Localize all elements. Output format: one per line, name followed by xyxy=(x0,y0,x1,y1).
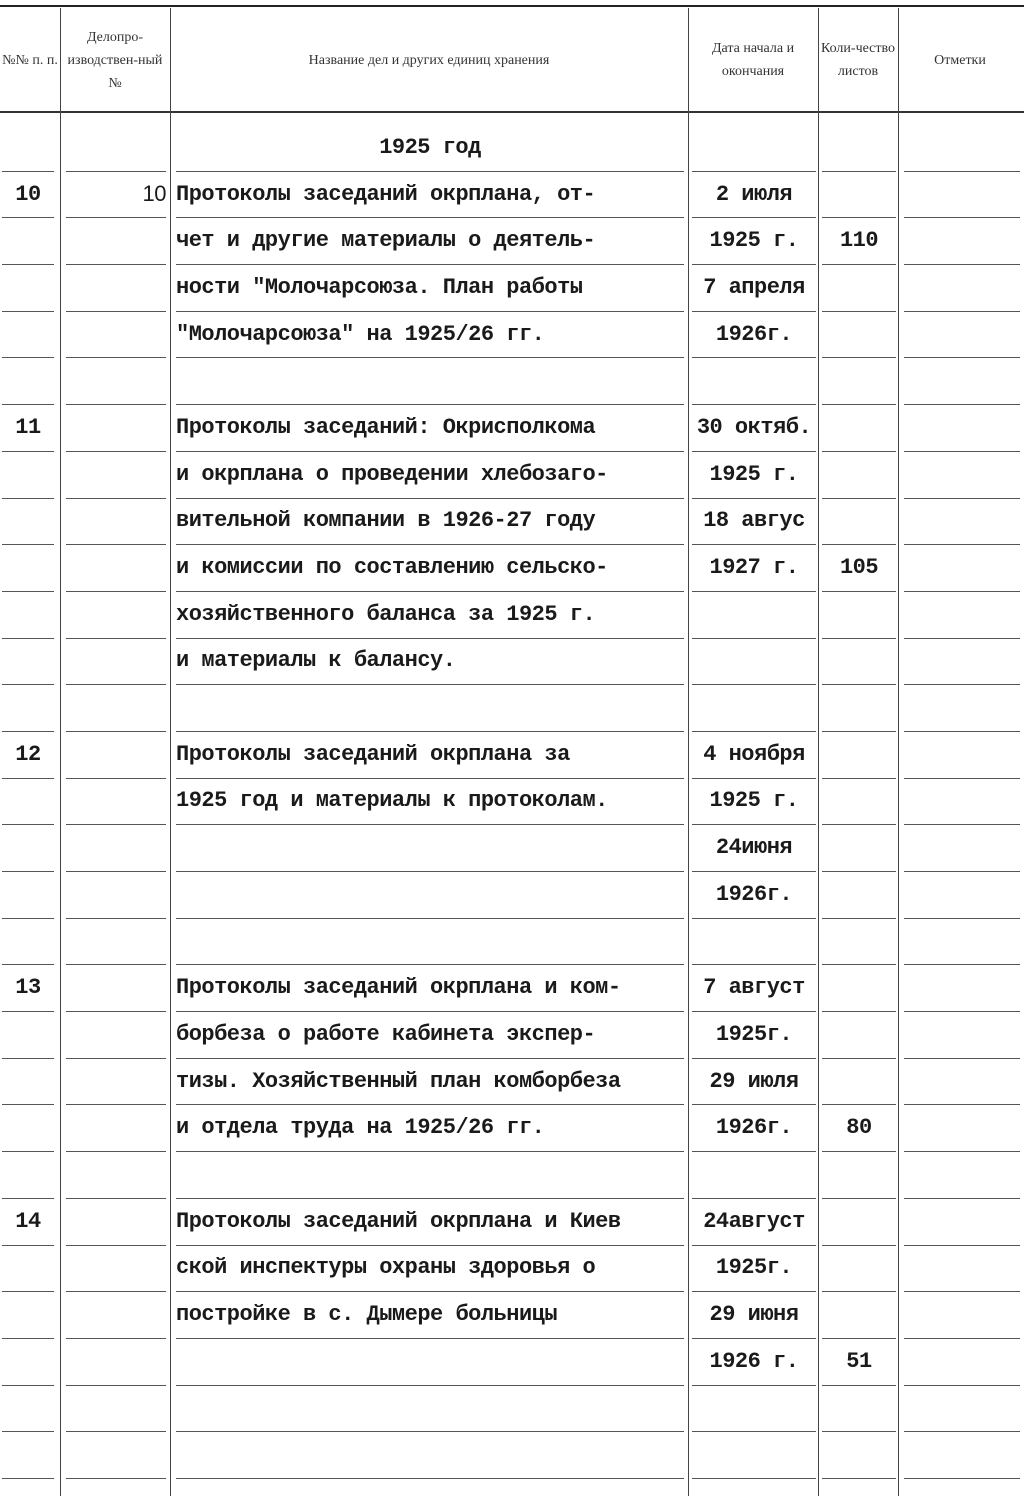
case-title: борбеза о работе кабинета экспер- xyxy=(176,1011,684,1059)
table-row xyxy=(0,779,1024,826)
item-number: 14 xyxy=(2,1198,54,1246)
table-row xyxy=(0,545,1024,592)
header-rule xyxy=(0,111,1024,113)
notes xyxy=(904,1151,1020,1199)
item-number xyxy=(2,871,54,919)
office-number xyxy=(66,1151,166,1199)
notes xyxy=(904,778,1020,826)
sheet-count: 105 xyxy=(822,544,896,592)
office-number xyxy=(66,1385,166,1433)
item-number xyxy=(2,1104,54,1152)
item-number xyxy=(2,918,54,966)
item-number xyxy=(2,544,54,592)
notes xyxy=(904,824,1020,872)
case-dates: 1926 г. xyxy=(692,1338,816,1386)
header-dates: Дата начала и окончания xyxy=(711,41,795,79)
sheet-count xyxy=(822,964,896,1012)
case-dates xyxy=(692,638,816,686)
case-title: постройке в с. Дымере больницы xyxy=(176,1291,684,1339)
sheet-count xyxy=(822,918,896,966)
office-number xyxy=(66,1291,166,1339)
sheet-count xyxy=(822,778,896,826)
office-number xyxy=(66,1104,166,1152)
office-number xyxy=(66,1198,166,1246)
item-number xyxy=(2,1385,54,1433)
sheet-count xyxy=(822,1151,896,1199)
case-title: 1925 год xyxy=(176,124,684,172)
case-title: Протоколы заседаний: Окрисполкома xyxy=(176,404,684,452)
office-number xyxy=(66,1338,166,1386)
case-dates: 24июня xyxy=(692,824,816,872)
notes xyxy=(904,1245,1020,1293)
sheet-count xyxy=(822,591,896,639)
item-number xyxy=(2,498,54,546)
table-row xyxy=(0,499,1024,546)
item-number xyxy=(2,1058,54,1106)
case-dates: 1925г. xyxy=(692,1245,816,1293)
case-title: чет и другие материалы о деятель- xyxy=(176,217,684,265)
case-title: Протоколы заседаний окрплана и ком- xyxy=(176,964,684,1012)
notes xyxy=(904,1291,1020,1339)
table-row xyxy=(0,1292,1024,1339)
table-row xyxy=(0,1152,1024,1199)
case-dates: 1925 г. xyxy=(692,451,816,499)
table-row xyxy=(0,592,1024,639)
office-number xyxy=(66,1431,166,1479)
table-row xyxy=(0,1105,1024,1152)
office-number xyxy=(66,871,166,919)
table-row xyxy=(0,358,1024,405)
table-row xyxy=(0,125,1024,172)
table-row xyxy=(0,1386,1024,1433)
case-title: Протоколы заседаний окрплана и Киев xyxy=(176,1198,684,1246)
office-number xyxy=(66,918,166,966)
office-number xyxy=(66,1011,166,1059)
inventory-table xyxy=(0,125,1024,1479)
header-num: №№ п. п. xyxy=(2,52,58,68)
table-row xyxy=(0,639,1024,686)
table-row xyxy=(0,1432,1024,1479)
case-dates xyxy=(692,357,816,405)
notes xyxy=(904,1385,1020,1433)
item-number xyxy=(2,684,54,732)
case-dates: 4 ноября xyxy=(692,731,816,779)
case-dates: 1925 г. xyxy=(692,217,816,265)
item-number: 10 xyxy=(2,171,54,219)
sheet-count xyxy=(822,1245,896,1293)
notes xyxy=(904,638,1020,686)
table-row xyxy=(0,965,1024,1012)
case-dates xyxy=(692,1431,816,1479)
table-row xyxy=(0,1246,1024,1293)
case-dates: 29 июля xyxy=(692,1058,816,1106)
notes xyxy=(904,311,1020,359)
office-number xyxy=(66,824,166,872)
item-number: 11 xyxy=(2,404,54,452)
case-dates: 24август xyxy=(692,1198,816,1246)
notes xyxy=(904,1104,1020,1152)
case-dates: 7 апреля xyxy=(692,264,816,312)
case-title xyxy=(176,684,684,732)
table-row xyxy=(0,1012,1024,1059)
table-row xyxy=(0,1339,1024,1386)
sheet-count xyxy=(822,1291,896,1339)
table-row xyxy=(0,1199,1024,1246)
notes xyxy=(904,124,1020,172)
table-row xyxy=(0,872,1024,919)
office-number xyxy=(66,684,166,732)
notes xyxy=(904,357,1020,405)
case-title: тизы. Хозяйственный план комборбеза xyxy=(176,1058,684,1106)
sheet-count xyxy=(822,684,896,732)
office-number xyxy=(66,591,166,639)
case-title xyxy=(176,1338,684,1386)
table-row xyxy=(0,732,1024,779)
case-dates: 1925 г. xyxy=(692,778,816,826)
item-number xyxy=(2,778,54,826)
item-number xyxy=(2,357,54,405)
case-dates: 18 авгус xyxy=(692,498,816,546)
case-title: и комиссии по составлению сельско- xyxy=(176,544,684,592)
office-number xyxy=(66,357,166,405)
sheet-count xyxy=(822,311,896,359)
item-number xyxy=(2,1291,54,1339)
table-row xyxy=(0,172,1024,219)
header-title: Название дел и других единиц хранения xyxy=(308,52,550,68)
sheet-count xyxy=(822,1431,896,1479)
item-number xyxy=(2,1338,54,1386)
office-number xyxy=(66,264,166,312)
office-number xyxy=(66,638,166,686)
sheet-count xyxy=(822,1385,896,1433)
case-dates xyxy=(692,1151,816,1199)
table-row xyxy=(0,312,1024,359)
notes xyxy=(904,264,1020,312)
sheet-count: 80 xyxy=(822,1104,896,1152)
table-row xyxy=(0,405,1024,452)
table-row xyxy=(0,685,1024,732)
table-row xyxy=(0,265,1024,312)
office-number xyxy=(66,124,166,172)
header-sheets: Коли-чество листов xyxy=(820,41,896,79)
sheet-count xyxy=(822,1058,896,1106)
case-title: ской инспектуры охраны здоровья о xyxy=(176,1245,684,1293)
case-dates xyxy=(692,591,816,639)
case-dates xyxy=(692,918,816,966)
notes xyxy=(904,684,1020,732)
case-title xyxy=(176,1385,684,1433)
case-title xyxy=(176,1151,684,1199)
case-title xyxy=(176,824,684,872)
sheet-count xyxy=(822,1011,896,1059)
notes xyxy=(904,1431,1020,1479)
office-number xyxy=(66,1058,166,1106)
case-title xyxy=(176,357,684,405)
item-number: 13 xyxy=(2,964,54,1012)
case-dates: 1926г. xyxy=(692,1104,816,1152)
case-dates: 1926г. xyxy=(692,871,816,919)
case-title: и отдела труда на 1925/26 гг. xyxy=(176,1104,684,1152)
sheet-count xyxy=(822,264,896,312)
table-row xyxy=(0,825,1024,872)
item-number xyxy=(2,124,54,172)
notes xyxy=(904,918,1020,966)
table-row xyxy=(0,218,1024,265)
case-dates: 1926г. xyxy=(692,311,816,359)
sheet-count xyxy=(822,824,896,872)
case-dates: 30 октяб. xyxy=(692,404,816,452)
header-office-num: Делопро-изводствен-ный № xyxy=(67,29,163,91)
office-number xyxy=(66,731,166,779)
top-rule xyxy=(0,5,1024,7)
case-dates: 7 август xyxy=(692,964,816,1012)
notes xyxy=(904,498,1020,546)
item-number xyxy=(2,824,54,872)
case-title: Протоколы заседаний окрплана, от- xyxy=(176,171,684,219)
notes xyxy=(904,1058,1020,1106)
notes xyxy=(904,964,1020,1012)
office-number: 10 xyxy=(66,171,166,219)
item-number xyxy=(2,1151,54,1199)
office-number xyxy=(66,451,166,499)
table-row xyxy=(0,919,1024,966)
item-number xyxy=(2,217,54,265)
item-number xyxy=(2,1431,54,1479)
case-title: 1925 год и материалы к протоколам. xyxy=(176,778,684,826)
case-dates xyxy=(692,124,816,172)
item-number xyxy=(2,638,54,686)
item-number xyxy=(2,311,54,359)
table-row xyxy=(0,1059,1024,1106)
item-number xyxy=(2,1245,54,1293)
case-dates: 1927 г. xyxy=(692,544,816,592)
table-row xyxy=(0,452,1024,499)
case-title: Протоколы заседаний окрплана за xyxy=(176,731,684,779)
notes xyxy=(904,404,1020,452)
office-number xyxy=(66,498,166,546)
case-title: хозяйственного баланса за 1925 г. xyxy=(176,591,684,639)
notes xyxy=(904,731,1020,779)
case-dates: 1925г. xyxy=(692,1011,816,1059)
sheet-count xyxy=(822,124,896,172)
item-number xyxy=(2,451,54,499)
case-title: и материалы к балансу. xyxy=(176,638,684,686)
sheet-count xyxy=(822,451,896,499)
case-title: ности "Молочарсоюза. План работы xyxy=(176,264,684,312)
notes xyxy=(904,217,1020,265)
item-number: 12 xyxy=(2,731,54,779)
office-number xyxy=(66,544,166,592)
item-number xyxy=(2,264,54,312)
case-dates xyxy=(692,684,816,732)
office-number xyxy=(66,404,166,452)
sheet-count xyxy=(822,638,896,686)
notes xyxy=(904,591,1020,639)
notes xyxy=(904,451,1020,499)
item-number xyxy=(2,591,54,639)
case-title xyxy=(176,1431,684,1479)
case-title: "Молочарсоюза" на 1925/26 гг. xyxy=(176,311,684,359)
notes xyxy=(904,1198,1020,1246)
case-title: и окрплана о проведении хлебозаго- xyxy=(176,451,684,499)
office-number xyxy=(66,311,166,359)
case-dates: 2 июля xyxy=(692,171,816,219)
notes xyxy=(904,871,1020,919)
sheet-count xyxy=(822,1198,896,1246)
sheet-count xyxy=(822,357,896,405)
notes xyxy=(904,1338,1020,1386)
notes xyxy=(904,1011,1020,1059)
office-number xyxy=(66,1245,166,1293)
office-number xyxy=(66,217,166,265)
sheet-count: 51 xyxy=(822,1338,896,1386)
office-number xyxy=(66,778,166,826)
case-title xyxy=(176,918,684,966)
notes xyxy=(904,171,1020,219)
sheet-count xyxy=(822,171,896,219)
sheet-count xyxy=(822,498,896,546)
case-dates xyxy=(692,1385,816,1433)
sheet-count xyxy=(822,731,896,779)
notes xyxy=(904,544,1020,592)
sheet-count xyxy=(822,404,896,452)
item-number xyxy=(2,1011,54,1059)
sheet-count xyxy=(822,871,896,919)
case-title xyxy=(176,871,684,919)
case-title: вительной компании в 1926-27 году xyxy=(176,498,684,546)
case-dates: 29 июня xyxy=(692,1291,816,1339)
office-number xyxy=(66,964,166,1012)
header-notes: Отметки xyxy=(934,52,986,68)
sheet-count: 110 xyxy=(822,217,896,265)
